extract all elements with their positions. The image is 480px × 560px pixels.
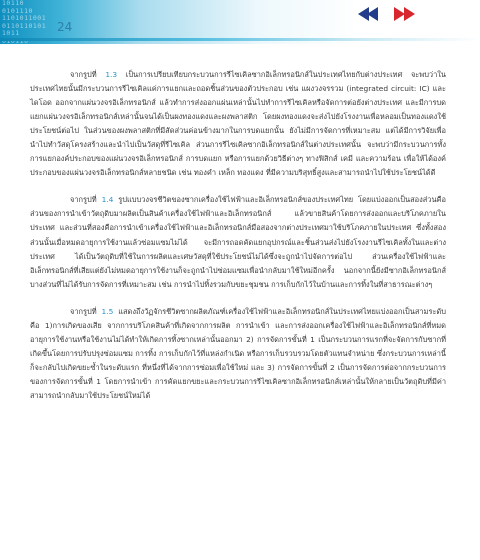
paragraph-text: เป็นการเปรียบเทียบกระบวนการรีไซเคิลซากอิเล็กทรอนิกส์ในประเทศไทยกับต่างประเทศ จะพบว่าในประเทศไทยนั้นมีกระบวนการรีไซเคิลแค่การแยกและถอดชิ้นส่วนของตัวประกอบ เช่น แผงวงจรรวม (integrated circuit: IC) และไดโอด ออกจากแผ่นวงจรอิเล็กทรอนิกส์ แล้วทำการส่งออกแผ่นเหล่านั้นไปทำการรีไซเคิลหรือจัดการต่อยังต่างประเทศ และมีการบดแยกแผ่นวงจรอิเล็กทรอนิกส์เหล่านั้นจนได้เป็นผงทองแดงและผงพลาสติก โดยผงทองแดงจะส่งไปยังโรงงานเพื่อหลอมเป็นทองแดงใช้ประโยชน์ต่อไป ในส่วนของผงพลาสติกที่มีสัดส่วนค่อนข้างมากในการบดแยกนั้น ยังไม่มีการจัดการที่เหมาะสม แต่ได้มีการวิจัยเพื่อนำไปทำวัสดุโครงสร้างและนำไปเป็นวัสดุที่รีไซเคิล ส่วนการรีไซเคิลซากอิเล็กทรอนิกส์ในต่างประเทศนั้น จะพบว่ามีกระบวนการทั้งการแยกองค์ประกอบของแผ่นวงจรอิเล็กทรอนิกส์ การบดแยก หรือการแยกด้วยวิธีต่างๆ ทางฟิสิกส์ เคมี และความร้อน เพื่อให้ได้องค์ประกอบของแผ่นวงจรอิเล็กทรอนิกส์หลายชนิด เช่น ทองคำ เหล็ก ทองแดง ที่มีความบริสุทธิ์สูงและสามารถนำไปใช้ประโยชน์ได้ดี bbox=[30, 70, 446, 178]
binary-decoration: 10110 0101110 1101011001 0110110101 1011 bbox=[2, 0, 47, 37]
page-body bbox=[30, 68, 446, 416]
paragraph-text: แสดงถึงวัฏจักรชีวิตซากผลิตภัณฑ์เครื่องใช้ไฟฟ้าและอิเล็กทรอนิกส์ในประเทศไทยแบ่งออกเป็นสามระดับคือ 1)การเกิดของเสีย จากการบริโภคสินค้าที่เกิดจากการผลิต การนำเข้า และการส่งออกเครื่องใช้ไฟฟ้าและอิเล็กทรอนิกส์ที่หมดอายุการใช้งานหรือใช้งานไม่ได้ทำให้เกิดการทิ้งซากเหล่านั้นออกมา 2) การจัดการขั้นที่ 1 เป็นกระบวนการแรกที่จะจัดการกับซากที่เกิดขึ้นโดยการปรับปรุงซ่อมแซม การทิ้ง การเก็บกักไว้ที่แหล่งกำเนิด หรือการเก็บรวบรวมโดยตัวแทนจำหน่าย ซึ่งกระบวนการเหล่านี้ก็จะกลับไปเกิดขยะซ้ำในระดับแรก ที่หนึ่งที่ได้จากการซ่อมเพื่อใช้ใหม่ และ 3) การจัดการขั้นที่ 2 เป็นการจัดการต่อจากกระบวนการของการจัดการขั้นที่ 1 โดยการนำเข้า การคัดแยกขยะและกระบวนการรีไซเคิลซากอิเล็กทรอนิกส์เหล่านั้นให้กลายเป็นวัตถุดิบที่มีค่าสามารถนำกลับมาใช้ประโยชน์ใหม่ได้ bbox=[30, 306, 446, 400]
page-number: 24 bbox=[57, 20, 73, 34]
paragraph-figure-1-5 bbox=[30, 305, 446, 403]
paragraph-figure-1-4 bbox=[30, 193, 446, 291]
page-nav bbox=[358, 6, 418, 22]
figure-ref-lead: จากรูปที่ bbox=[70, 195, 102, 205]
page-header bbox=[0, 0, 480, 44]
nav-separator bbox=[384, 8, 390, 20]
paragraph-text: รูปแบบวงจรชีวิตของซากเครื่องใช้ไฟฟ้าและอิเล็กทรอนิกส์ของประเทศไทย โดยแบ่งออกเป็นสองส่วนคือ ส่วนของการนำเข้าวัตถุดิบมาผลิตเป็นสินค้าเครื่องใช้ไฟฟ้าและอิเล็กทรอนิกส์ แล้วขายสินค้าโดยการส่งออกและบริโภคภายในประเทศ และส่วนที่สองคือการนำเข้าเครื่องใช้ไฟฟ้าและอิเล็กทรอนิกส์มือสองจากต่างประเทศมาใช้บริโภคภายในประเทศ ซึ่งทั้งสองส่วนนั้นเมื่อหมดอายุการใช้งานแล้วซ่อมแซมไม่ได้ จะมีการถอดคัดแยกอุปกรณ์และชิ้นส่วนส่งไปยังโรงงานรีไซเคิลทั้งในและต่างประเทศ ได้เป็นวัตถุดิบที่ใช้ในการผลิตและเศษวัสดุที่ใช้ประโยชน์ไม่ได้ซึ่งจะถูกนำไปจัดการต่อไป ส่วนเครื่องใช้ไฟฟ้าและอิเล็กทรอนิกส์ที่เสียแต่ยังไม่หมดอายุการใช้งานก็จะถูกนำไปซ่อมแซมเพื่อนำกลับมาใช้ใหม่อีกครั้ง นอกจากนี้ยังมีซากอิเล็กทรอนิกส์บางส่วนที่ไม่ได้รับการจัดการที่เหมาะสม เช่น การนำไปทิ้งรวมกับขยะชุมชน การเก็บกักไว้ในบ้านและการทิ้งในที่สาธารณะต่างๆ bbox=[30, 195, 446, 289]
paragraph-figure-1-3 bbox=[30, 68, 446, 180]
figure-ref-link[interactable]: 1.4 bbox=[101, 195, 114, 205]
header-rule bbox=[0, 38, 480, 41]
rewind-nav-icon[interactable] bbox=[358, 7, 378, 21]
figure-ref-link[interactable]: 1.3 bbox=[105, 70, 118, 79]
forward-nav-icon[interactable] bbox=[394, 7, 415, 21]
figure-ref-link[interactable]: 1.5 bbox=[101, 306, 114, 316]
figure-ref-lead: จากรูปที่ bbox=[70, 70, 106, 79]
figure-ref-lead: จากรูปที่ bbox=[70, 306, 102, 316]
